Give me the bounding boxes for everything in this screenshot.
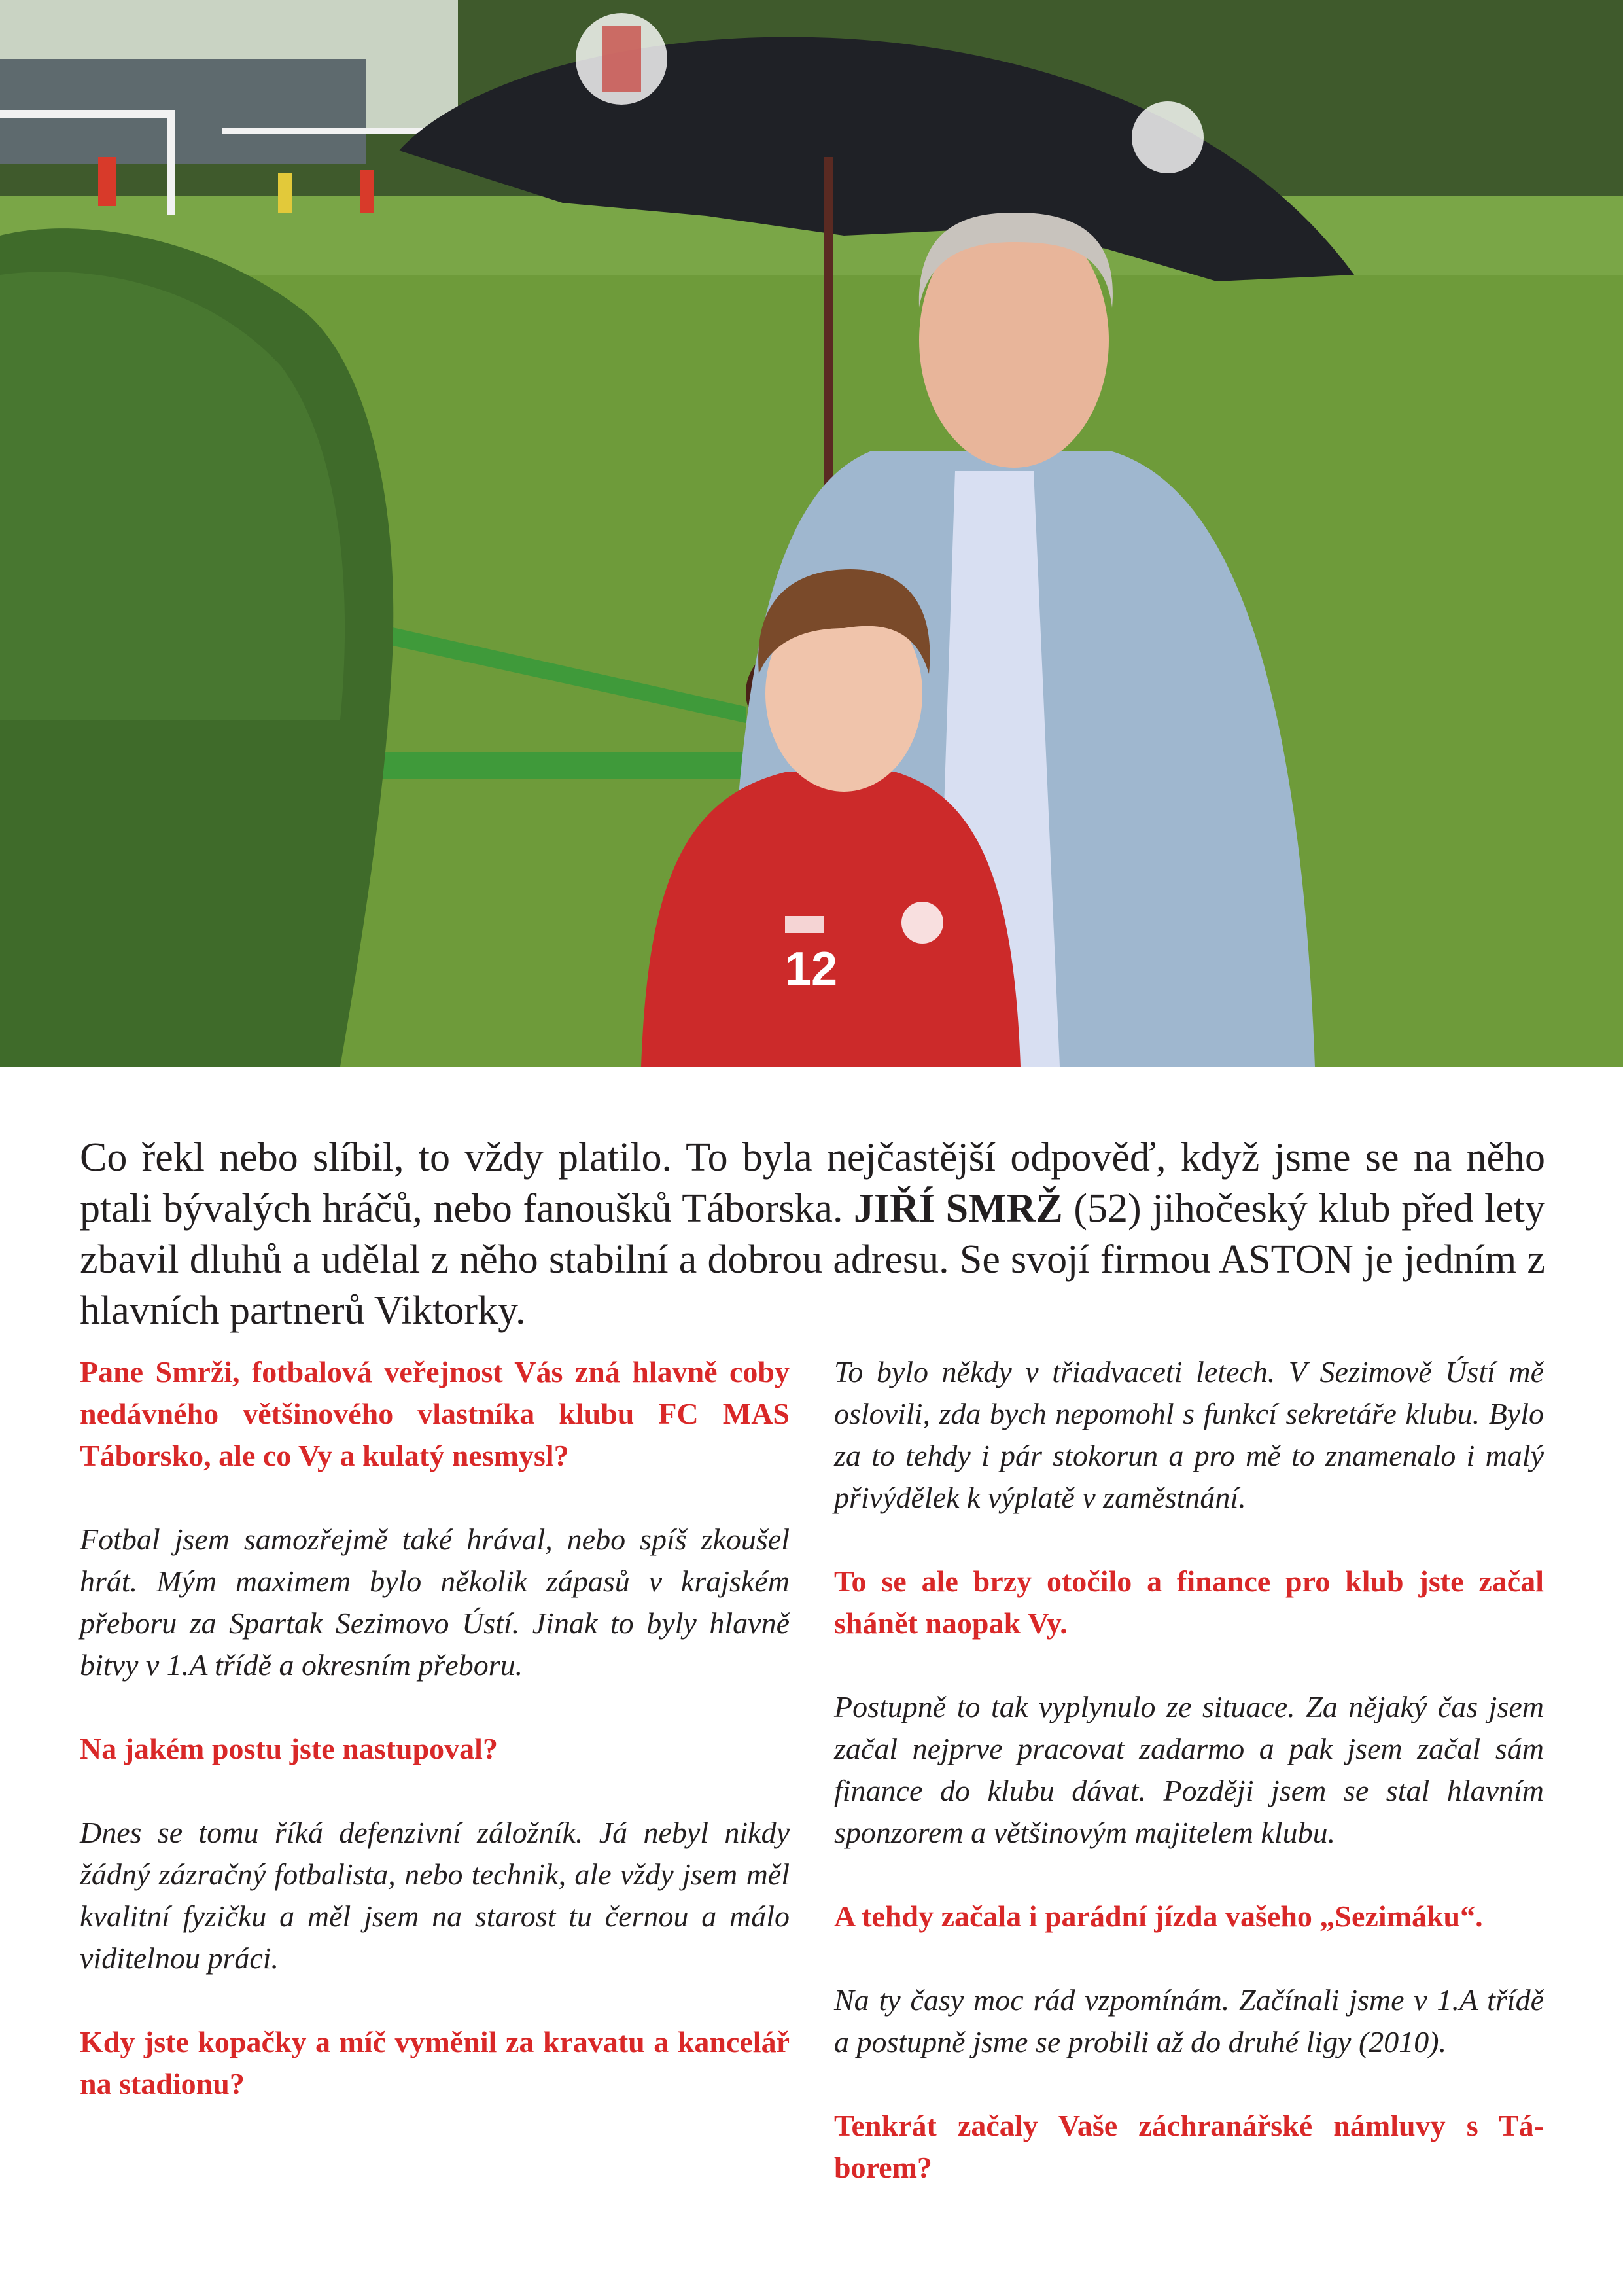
interview-answer: Postupně to tak vyplynulo ze situace. Za nějaký čas jsem začal nejprve pracovat zadarmo a pak jsem začal sám finance do klubu dávat. Později jsem se stal hlavním sponzorem a většinovým majitelem klubu.: [834, 1690, 1544, 1849]
interview-question: A tehdy začala i parádní jízda vašeho „Sezimáku“.: [834, 1899, 1483, 1933]
article-photo: [0, 0, 1623, 1067]
right-column: [834, 1351, 1544, 2231]
player: [98, 157, 116, 206]
intro-text-continued: (52) jihočeský klub před lety zbavil dluhů a udělal z něho stabilní a dobrou adresu. Se svojí firmou ASTON je jedním z hlavních partnerů Viktorky.: [80, 1186, 1545, 1333]
goal-left: [0, 110, 173, 118]
interview-answer: Fotbal jsem samozřejmě také hrával, nebo spíš zkoušel hrát. Mým maximem bylo několik zápasů v krajském přeboru za Spartak Sezimovo Ústí. Jinak to byly hlavně bitvy v 1.A třídě a okresním přeboru.: [80, 1523, 790, 1682]
intro-text: Co řekl nebo slíbil, to vždy platilo. To byla nejčastější odpověď, když jsme se na něho ptali bývalých hráčů, nebo fanoušků Táborska.: [80, 1135, 1545, 1231]
interviewee-name: JIŘÍ SMRŽ: [854, 1186, 1063, 1231]
interview-question: Na jakém postu jste nastupoval?: [80, 1732, 498, 1765]
photo-illustration: [0, 0, 1623, 1067]
player: [278, 173, 292, 213]
jacket-number: 12: [785, 943, 838, 995]
interview-question: Pane Smrži, fotbalová veřejnost Vás zná hlavně coby nedávného většinového vlastníka klubu FC MAS Táborsko, ale co Vy a kulatý nesmysl?: [80, 1355, 790, 1472]
left-column: [80, 1351, 790, 2147]
goal-center: [222, 128, 432, 134]
interview-question: Tenkrát začaly Vaše záchranářské námluvy s Táborem?: [834, 2109, 1544, 2184]
interview-answer: Na ty časy moc rád vzpomínám. Začínali jsme v 1.A třídě a postupně jsme se probili až do druhé ligy (2010).: [834, 1983, 1544, 2058]
jacket-crest-icon: [901, 902, 943, 944]
interview-question: Kdy jste kopačky a míč vyměnil za kravatu a kancelář na stadionu?: [80, 2025, 790, 2100]
article-intro: [80, 1132, 1545, 1336]
player: [360, 170, 374, 213]
interview-answer: Dnes se tomu říká defenzivní záložník. Já nebyl nikdy žádný zázračný fotbalista, nebo technik, ale vždy jsem měl kvalitní fyzičku a měl jsem na starost tu černou a málo viditelnou práci.: [80, 1816, 790, 1975]
interview-answer: To bylo někdy v třiadvaceti letech. V Sezimově Ústí mě oslovili, zda bych nepomohl s funkcí sekretáře klubu. Bylo za to tehdy i pár stokorun a pro mě to znamenalo i malý přivýdělek k výplatě v zaměstnání.: [834, 1355, 1544, 1514]
goal-left-post: [167, 110, 175, 215]
club-crest-icon: [1132, 101, 1204, 173]
interview-question: To se ale brzy otočilo a finance pro klub jste začal shánět naopak Vy.: [834, 1564, 1544, 1640]
